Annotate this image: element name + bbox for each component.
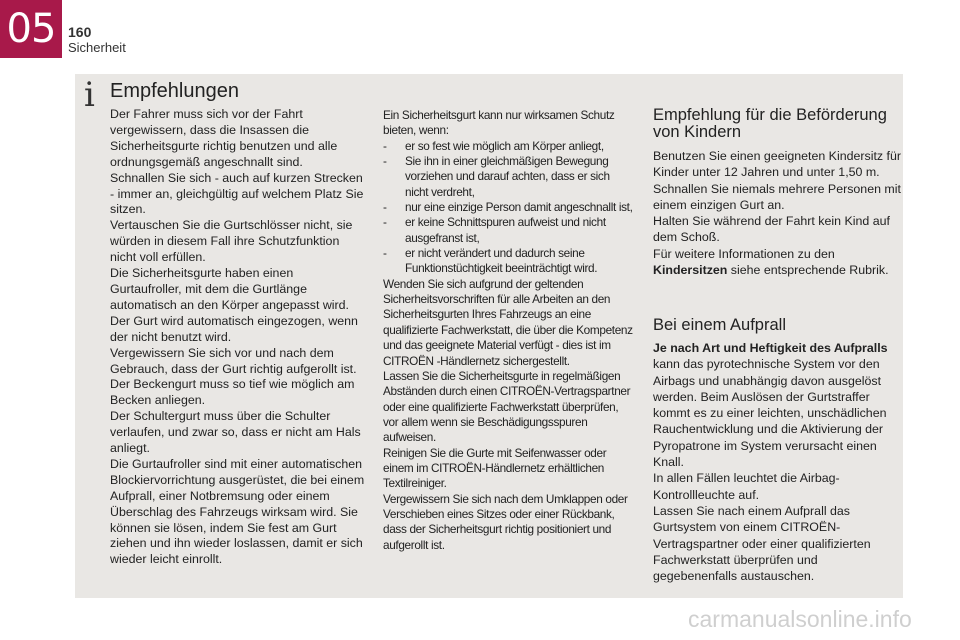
children-section (653, 148, 903, 278)
list-dash: - (383, 246, 387, 261)
paragraph: In allen Fällen leuchtet die Airbag-Kontrollleuchte auf. (653, 471, 840, 502)
info-column-2 (383, 108, 635, 553)
paragraph: Der Beckengurt muss so tief wie möglich am Becken anliegen. (110, 377, 355, 408)
paragraph: Wenden Sie sich aufgrund der geltenden Sicherheitsvorschriften für alle Arbeiten an den Sicherheitsgurten Ihres Fahrzeugs an eine qualifizierte Fachwerkstatt, die über die Kompetenz und das geeignete Material verfügt - dies ist im CITROËN -Händlernetz sichergestellt. (383, 276, 633, 368)
text: kann das pyrotechnische System vor den Airbags und unabhängig davon ausgelöst werden. Beim Auslösen der Gurtstraffer kommt es zu einer leichten, unschädlichen Rauchentwicklung und die Aktivierung der Pyropatrone im System verursacht einen Knall. (653, 357, 887, 470)
crash-section (653, 340, 903, 584)
paragraph: Lassen Sie nach einem Aufprall das Gurtsystem von einem CITROËN-Vertragspartner oder einer qualifizierten Fachwerkstatt überprüfen und gegebenenfalls austauschen. (653, 503, 871, 584)
paragraph: Der Schultergurt muss über die Schulter verlaufen, und zwar so, dass er nicht am Hals anliegt. (110, 409, 361, 456)
page-number: 160 (68, 24, 92, 40)
list-item-text: er keine Schnittspuren aufweist und nicht ausgefranst ist, (405, 215, 606, 245)
chapter-tab: 05 (0, 0, 62, 58)
paragraph: Vertauschen Sie die Gurtschlösser nicht, sie würden in diesem Fall ihre Schutzfunktion nicht voll erfüllen. (110, 218, 353, 265)
list-item (383, 246, 635, 277)
list-item (383, 215, 635, 246)
list-dash: - (383, 215, 387, 230)
paragraph: Die Sicherheitsgurte haben einen Gurtaufroller, mit dem die Gurtlänge automatisch an den Körper angepasst wird. Der Gurt wird automatisch eingezogen, wenn der nicht benutzt wird. (110, 266, 358, 344)
list-item (383, 139, 635, 154)
paragraph: Vergewissern Sie sich vor und nach dem Gebrauch, dass der Gurt richtig aufgerollt ist. (110, 345, 357, 376)
text: siehe entsprechende Rubrik. (727, 263, 889, 278)
list-intro: Ein Sicherheitsgurt kann nur wirksamen Schutz bieten, wenn: (383, 108, 615, 138)
list-item-text: er nicht verändert und dadurch seine Funktionstüchtigkeit beeinträchtigt wird. (405, 246, 598, 276)
paragraph: Schnallen Sie sich - auch auf kurzen Strecken - immer an, gleichgültig auf welchem Platz Sie sitzen. (110, 170, 364, 217)
paragraph: Der Fahrer muss sich vor der Fahrt vergewissern, dass die Insassen die Sicherheitsgurte richtig benutzen und alle ordnungsgemäß angeschnallt sind. (110, 107, 338, 169)
info-title: Empfehlungen (110, 80, 239, 102)
paragraph (653, 246, 903, 279)
crash-title: Bei einem Aufprall (653, 316, 786, 334)
bold-text: Je nach Art und Heftigkeit des Aufpralls (653, 341, 888, 355)
info-column-1 (110, 107, 365, 568)
bold-text: Kindersitzen (653, 263, 728, 278)
paragraph: Reinigen Sie die Gurte mit Seifenwasser oder einem im CITROËN-Händlernetz erhältlichen Textilreiniger. (383, 445, 607, 491)
list-item-text: er so fest wie möglich am Körper anliegt, (405, 138, 604, 153)
paragraph: Benutzen Sie einen geeigneten Kindersitz für Kinder unter 12 Jahren und unter 1,50 m. (653, 149, 901, 180)
info-icon: i (84, 75, 95, 115)
list-dash: - (383, 154, 387, 169)
list-dash: - (383, 200, 387, 215)
paragraph (653, 340, 903, 470)
section-name: Sicherheit (68, 40, 126, 55)
text: Für weitere Informationen zu den (653, 246, 835, 261)
paragraph: Vergewissern Sie sich nach dem Umklappen oder Verschieben eines Sitzes oder einer Rückbank, dass der Sicherheitsgurt richtig positioniert und aufgerollt ist. (383, 491, 628, 552)
list-item-text: nur eine einzige Person damit angeschnallt ist, (405, 200, 633, 215)
list-item (383, 200, 635, 215)
watermark: carmanualsonline.info (688, 606, 912, 632)
list-item (383, 154, 635, 200)
paragraph: Lassen Sie die Sicherheitsgurte in regelmäßigen Abständen durch einen CITROËN-Vertragspartner oder eine qualifizierte Fachwerkstatt überprüfen, vor allem wenn sie Beschädigungsspuren aufweisen. (383, 368, 631, 445)
paragraph: Halten Sie während der Fahrt kein Kind auf dem Schoß. (653, 214, 890, 245)
list-item-text: Sie ihn in einer gleichmäßigen Bewegung vorziehen und darauf achten, dass er sich nicht verdreht, (405, 154, 610, 199)
paragraph: Schnallen Sie niemals mehrere Personen mit einem einzigen Gurt an. (653, 181, 901, 212)
paragraph: Die Gurtaufroller sind mit einer automatischen Blockiervorrichtung ausgerüstet, die bei einem Aufprall, einer Notbremsung oder einem Überschlag des Fahrzeugs wirksam wird. Sie können sie lösen, indem Sie fest am Gurt ziehen und ihn wieder loslassen, damit er sich wieder leicht einrollt. (110, 456, 365, 567)
children-title: Empfehlung für die Beförderung von Kindern (653, 106, 887, 141)
list-dash: - (383, 138, 387, 153)
